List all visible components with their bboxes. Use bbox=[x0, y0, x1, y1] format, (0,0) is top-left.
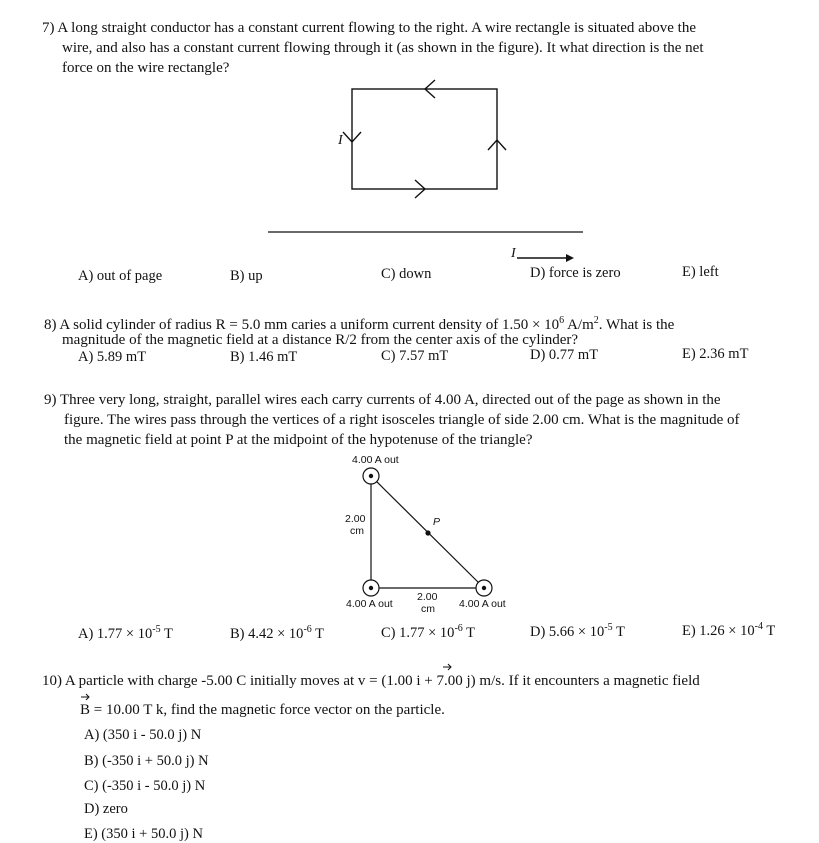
q9-option-c-exp: -6 bbox=[454, 623, 463, 634]
q8-line2: magnitude of the magnetic field at a distance R/2 from the center axis of the cylinder? bbox=[62, 332, 579, 348]
q9-option-b[interactable] bbox=[230, 624, 324, 643]
q9-option-d-exp: -5 bbox=[604, 622, 613, 633]
q9-side-unit-label: cm bbox=[350, 525, 364, 537]
q10-option-d[interactable]: D) zero bbox=[84, 801, 128, 817]
q9-line1: 9) Three very long, straight, parallel wires each carry currents of 4.00 A, directed out of the page as shown in the bbox=[44, 392, 721, 408]
q7-current-arrow-icon bbox=[517, 254, 574, 262]
q8-line1-tail: . What is the bbox=[598, 317, 675, 333]
q9-bottom-length-label: 2.00 bbox=[417, 591, 438, 603]
q9-bottom-left-wire-label: 4.00 A out bbox=[346, 598, 393, 610]
q8-line1-text: 8) A solid cylinder of radius R = 5.0 mm caries a uniform current density of 1.50 × 10 bbox=[44, 317, 560, 333]
q9-option-b-base: B) 4.42 × 10 bbox=[230, 625, 304, 642]
q9-bottom-unit-label: cm bbox=[421, 603, 435, 615]
q10-option-b[interactable]: B) (-350 i + 50.0 j) N bbox=[84, 753, 209, 769]
q9-wire-bottom-right-icon bbox=[476, 580, 492, 596]
q7-current-label: I bbox=[511, 246, 516, 261]
q9-option-e-unit: T bbox=[762, 622, 776, 639]
q9-point-p bbox=[425, 530, 430, 535]
q9-option-b-unit: T bbox=[311, 625, 325, 642]
q8-line1-exponent: 6 bbox=[559, 315, 565, 326]
q9-option-a[interactable] bbox=[78, 624, 173, 643]
q9-top-wire-label: 4.00 A out bbox=[352, 454, 399, 466]
q9-option-b-exp: -6 bbox=[303, 624, 312, 635]
q9-option-e[interactable] bbox=[682, 621, 775, 640]
q9-line2: figure. The wires pass through the vertices of a right isosceles triangle of side 2.00 cm. What is the magnitude of bbox=[64, 412, 740, 428]
q9-bottom-right-wire-label: 4.00 A out bbox=[459, 598, 506, 610]
q9-option-a-base: A) 1.77 × 10 bbox=[78, 625, 153, 642]
q9-point-p-label: P bbox=[433, 516, 441, 528]
q8-option-c[interactable]: C) 7.57 mT bbox=[381, 348, 449, 364]
q7-option-e[interactable]: E) left bbox=[682, 264, 719, 280]
q10-line2: B = 10.00 T k, find the magnetic force vector on the particle. bbox=[80, 702, 445, 718]
q8-option-d[interactable]: D) 0.77 mT bbox=[530, 347, 599, 363]
q8-option-e[interactable]: E) 2.36 mT bbox=[682, 346, 749, 362]
q7-wire-rectangle bbox=[343, 80, 506, 198]
q10-option-a[interactable]: A) (350 i - 50.0 j) N bbox=[84, 727, 202, 743]
q7-line3: force on the wire rectangle? bbox=[62, 60, 230, 76]
q9-option-c[interactable] bbox=[381, 623, 475, 642]
q8-line1-units-exponent: 2 bbox=[593, 315, 599, 326]
q8-line1-units: A/m bbox=[564, 317, 594, 333]
q9-wire-top-icon bbox=[363, 468, 379, 484]
q9-option-e-exp: -4 bbox=[754, 621, 763, 632]
q9-option-c-unit: T bbox=[462, 624, 476, 641]
q7-line2: wire, and also has a constant current flowing through it (as shown in the figure). It what direction is the net bbox=[62, 40, 704, 56]
q9-wire-bottom-left-icon bbox=[363, 580, 379, 596]
q8-option-a[interactable]: A) 5.89 mT bbox=[78, 349, 147, 365]
q10-option-e[interactable]: E) (350 i + 50.0 j) N bbox=[84, 826, 203, 842]
q9-option-d-unit: T bbox=[612, 623, 625, 640]
q9-option-e-base: E) 1.26 × 10 bbox=[682, 622, 755, 639]
q9-line3: the magnetic field at point P at the midpoint of the hypotenuse of the triangle? bbox=[64, 432, 533, 448]
q10-v-vector-arrow-icon bbox=[443, 664, 451, 670]
q7-option-c[interactable]: C) down bbox=[381, 266, 432, 282]
q7-option-a[interactable]: A) out of page bbox=[78, 268, 163, 284]
q9-option-d-base: D) 5.66 × 10 bbox=[530, 623, 605, 640]
q7-option-b[interactable]: B) up bbox=[230, 268, 263, 284]
q9-option-d[interactable] bbox=[530, 622, 625, 641]
q7-rect-current-label: I bbox=[338, 133, 343, 148]
q9-option-c-base: C) 1.77 × 10 bbox=[381, 624, 455, 641]
q7-line1: 7) A long straight conductor has a constant current flowing to the right. A wire rectangle is situated above the bbox=[42, 20, 697, 36]
q8-option-b[interactable]: B) 1.46 mT bbox=[230, 349, 298, 365]
q9-option-a-unit: T bbox=[160, 625, 173, 642]
q10-option-c[interactable]: C) (-350 i - 50.0 j) N bbox=[84, 778, 206, 794]
q10-line1: 10) A particle with charge -5.00 C initially moves at v = (1.00 i + 7.00 j) m/s. If it encounters a magnetic field bbox=[42, 673, 700, 689]
q7-option-d[interactable]: D) force is zero bbox=[530, 265, 621, 281]
q9-side-length-label: 2.00 bbox=[345, 513, 366, 525]
q9-option-a-exp: -5 bbox=[152, 624, 161, 635]
